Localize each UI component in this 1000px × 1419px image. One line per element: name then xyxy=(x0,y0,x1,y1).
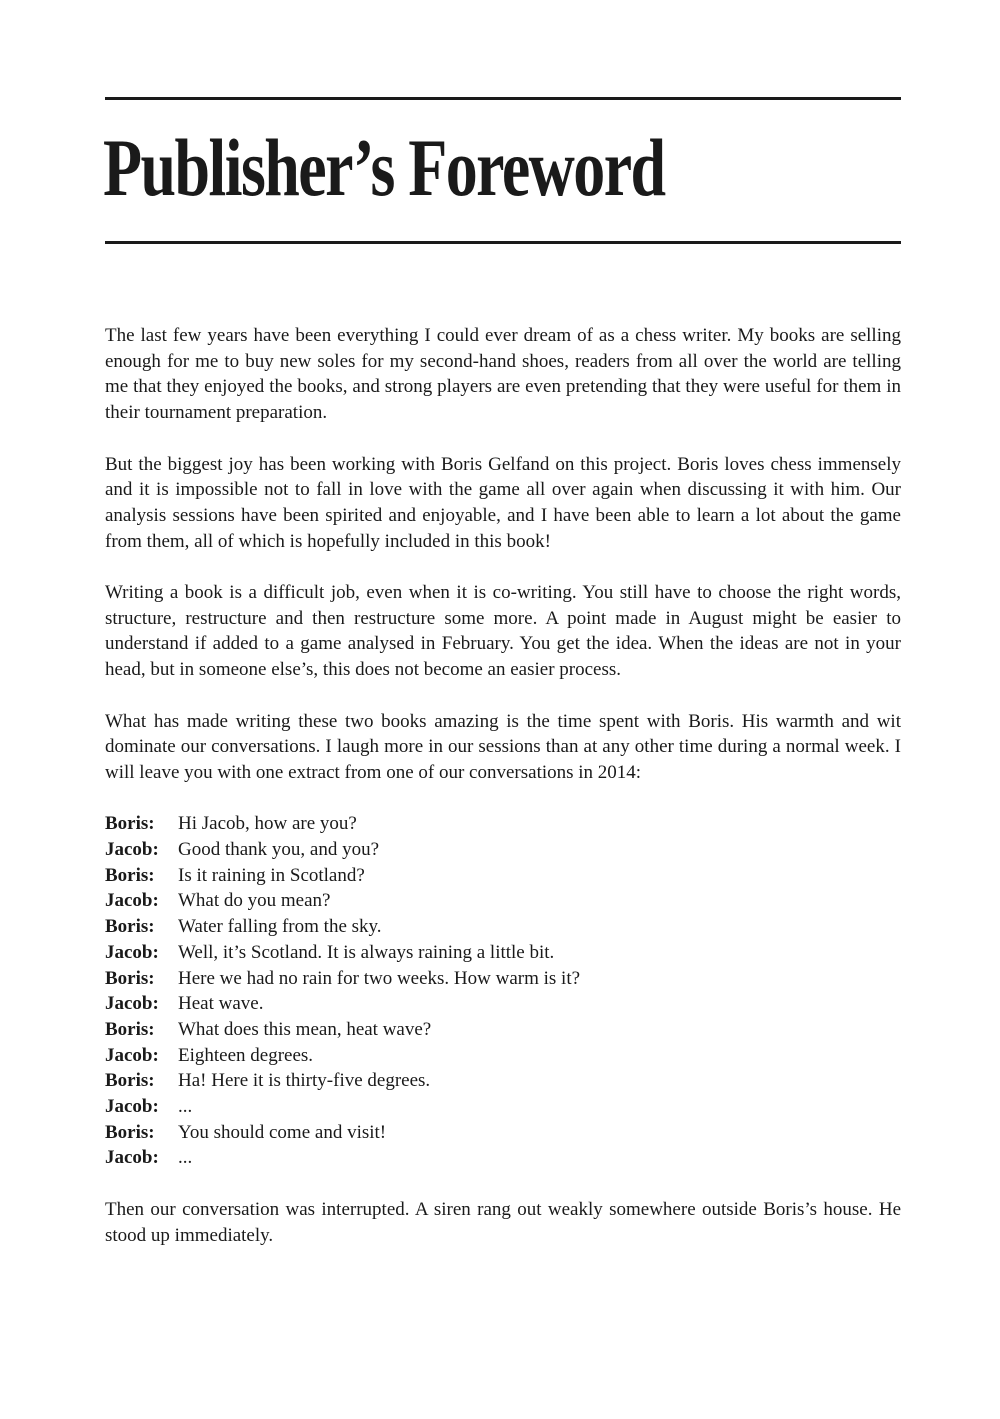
speaker-name: Boris: xyxy=(105,1121,155,1143)
dialogue-line xyxy=(105,863,901,889)
speech-text: You should come and visit! xyxy=(178,1121,387,1143)
dialogue-line xyxy=(105,1043,901,1069)
speaker-name: Jacob: xyxy=(105,941,159,963)
speaker-name: Boris: xyxy=(105,1018,155,1040)
speech-text: What do you mean? xyxy=(178,890,331,912)
speaker-name: Jacob: xyxy=(105,1147,159,1169)
speaker-name: Boris: xyxy=(105,1070,155,1092)
dialogue-line xyxy=(105,940,901,966)
speech-text: Eighteen degrees. xyxy=(178,1044,314,1066)
speaker-name: Boris: xyxy=(105,967,155,989)
speech-text: ... xyxy=(178,1147,193,1169)
top-rule xyxy=(105,97,901,100)
dialogue-line xyxy=(105,1017,901,1043)
speaker-name: Jacob: xyxy=(105,890,159,912)
speaker-name: Boris: xyxy=(105,813,155,835)
speaker-name: Jacob: xyxy=(105,1096,159,1118)
speech-text: ... xyxy=(178,1096,193,1118)
speech-text: Is it raining in Scotland? xyxy=(178,864,365,886)
dialogue-line xyxy=(105,811,901,837)
speaker-name: Jacob: xyxy=(105,839,159,860)
dialogue-line xyxy=(105,837,901,863)
paragraph: But the biggest joy has been working with Boris Gelfand on this project. Boris loves chess immensely and it is impossible not to fall in love with the game all over again when discussing it with him. Our analysis sessions have been spirited and enjoyable, and I have been able to learn a lot about the game from them, all of which is hopefully included in this book! xyxy=(105,453,901,552)
speech-text: Water falling from the sky. xyxy=(178,916,382,938)
bottom-rule xyxy=(105,241,901,244)
speaker-name: Jacob: xyxy=(105,993,159,1015)
conversation-extract xyxy=(105,811,901,1171)
dialogue-line xyxy=(105,888,901,914)
dialogue-line xyxy=(105,991,901,1017)
speech-text: Here we had no rain for two weeks. How warm is it? xyxy=(178,967,581,989)
speech-text: Good thank you, and you? xyxy=(178,839,380,860)
speaker-name: Boris: xyxy=(105,864,155,886)
dialogue-line xyxy=(105,914,901,940)
speech-text: Hi Jacob, how are you? xyxy=(178,813,357,835)
page-title: Publisher’s Foreword xyxy=(103,122,665,213)
paragraph: The last few years have been everything I could ever dream of as a chess writer. My books are selling enough for me to buy new soles for my second-hand shoes, readers from all over the world are telling me that they enjoyed the books, and strong players are even pretending that they were useful for them in their tournament preparation. xyxy=(105,325,901,424)
speech-text: Heat wave. xyxy=(178,993,264,1015)
paragraph: Writing a book is a difficult job, even when it is co-writing. You still have to choose the right words, structure, restructure and then restructure some more. A point made in August might be easier to understand if added to a game analysed in February. You get the idea. When the ideas are not in your head, but in someone else’s, this does not become an easier process. xyxy=(105,582,901,681)
speech-text: Well, it’s Scotland. It is always raining a little bit. xyxy=(178,941,555,963)
closing-paragraph: Then our conversation was interrupted. A siren rang out weakly somewhere outside Boris’s house. He stood up immediately. xyxy=(105,1198,901,1246)
foreword-body xyxy=(105,323,901,1274)
speech-text: What does this mean, heat wave? xyxy=(178,1018,432,1040)
speaker-name: Jacob: xyxy=(105,1044,159,1066)
dialogue-line xyxy=(105,1068,901,1094)
speaker-name: Boris: xyxy=(105,916,155,938)
dialogue-line xyxy=(105,1094,901,1120)
dialogue-line xyxy=(105,966,901,992)
speech-text: Ha! Here it is thirty-five degrees. xyxy=(178,1070,431,1092)
paragraph: What has made writing these two books amazing is the time spent with Boris. His warmth and wit dominate our conversations. I laugh more in our sessions than at any other time during a normal week. I will leave you with one extract from one of our conversations in 2014: xyxy=(105,710,901,783)
dialogue-line xyxy=(105,1145,901,1171)
dialogue-line xyxy=(105,1120,901,1146)
